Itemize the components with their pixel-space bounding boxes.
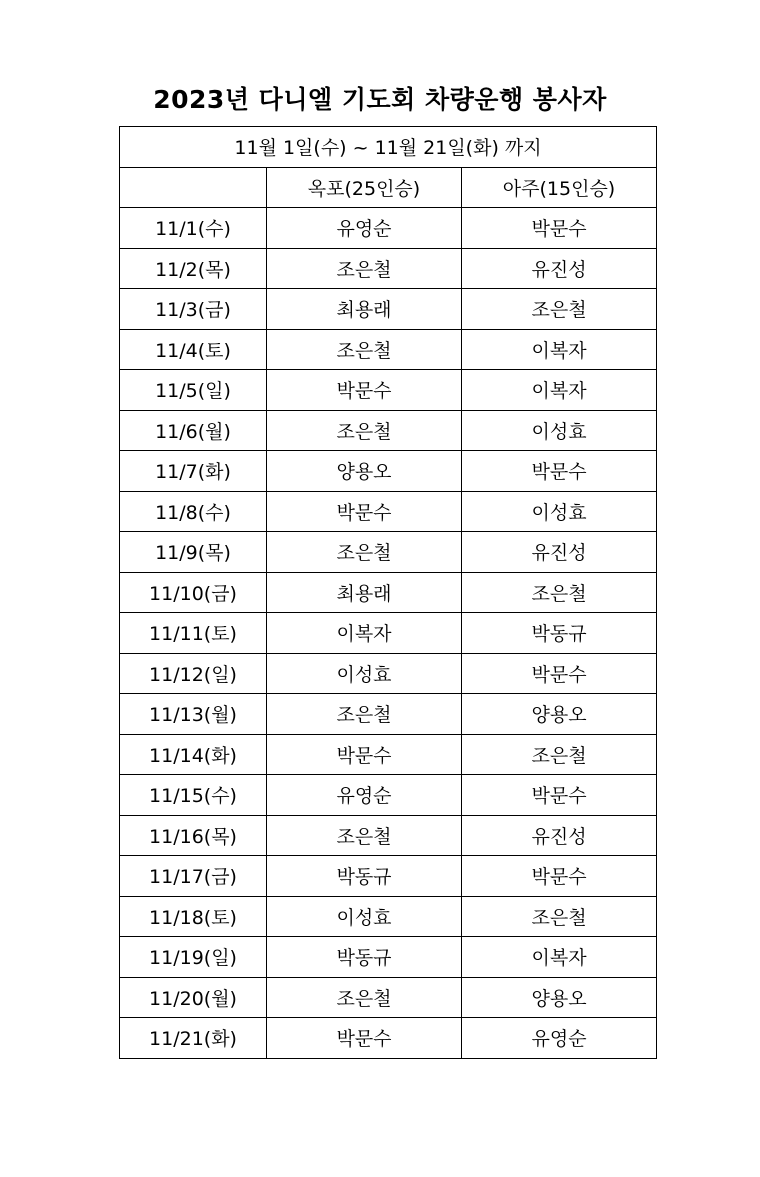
- mokpo-driver-cell: 박문수: [267, 734, 462, 775]
- aju-driver-cell: 유진성: [462, 815, 657, 856]
- aju-driver-cell: 이복자: [462, 329, 657, 370]
- table-row: [120, 653, 657, 694]
- mokpo-driver-cell: 조은철: [267, 694, 462, 735]
- date-cell: 11/3(금): [120, 289, 267, 330]
- header-date-cell: [120, 167, 267, 208]
- table-row: [120, 937, 657, 978]
- date-cell: 11/4(토): [120, 329, 267, 370]
- aju-driver-cell: 조은철: [462, 734, 657, 775]
- date-cell: 11/1(수): [120, 208, 267, 249]
- aju-driver-cell: 이복자: [462, 370, 657, 411]
- aju-driver-cell: 이성효: [462, 491, 657, 532]
- date-cell: 11/13(월): [120, 694, 267, 735]
- aju-driver-cell: 박동규: [462, 613, 657, 654]
- table-row: [120, 491, 657, 532]
- date-cell: 11/16(목): [120, 815, 267, 856]
- mokpo-driver-cell: 조은철: [267, 815, 462, 856]
- date-cell: 11/14(화): [120, 734, 267, 775]
- mokpo-driver-cell: 박동규: [267, 856, 462, 897]
- header-mokpo-cell: 옥포(25인승): [267, 167, 462, 208]
- volunteer-schedule-table: [119, 126, 657, 1059]
- aju-driver-cell: 조은철: [462, 896, 657, 937]
- aju-driver-cell: 박문수: [462, 653, 657, 694]
- date-cell: 11/8(수): [120, 491, 267, 532]
- mokpo-driver-cell: 최용래: [267, 572, 462, 613]
- mokpo-driver-cell: 조은철: [267, 977, 462, 1018]
- aju-driver-cell: 양용오: [462, 977, 657, 1018]
- mokpo-driver-cell: 박문수: [267, 1018, 462, 1059]
- aju-driver-cell: 이성효: [462, 410, 657, 451]
- table-row: [120, 410, 657, 451]
- date-cell: 11/5(일): [120, 370, 267, 411]
- date-cell: 11/10(금): [120, 572, 267, 613]
- date-cell: 11/7(화): [120, 451, 267, 492]
- table-row: [120, 775, 657, 816]
- aju-driver-cell: 박문수: [462, 856, 657, 897]
- period-row: [120, 127, 657, 168]
- table-row: [120, 896, 657, 937]
- aju-driver-cell: 박문수: [462, 451, 657, 492]
- table-row: [120, 532, 657, 573]
- table-row: [120, 451, 657, 492]
- table-row: [120, 694, 657, 735]
- aju-driver-cell: 유진성: [462, 248, 657, 289]
- mokpo-driver-cell: 유영순: [267, 208, 462, 249]
- date-cell: 11/9(목): [120, 532, 267, 573]
- header-row: [120, 167, 657, 208]
- table-row: [120, 370, 657, 411]
- table-row: [120, 856, 657, 897]
- aju-driver-cell: 이복자: [462, 937, 657, 978]
- table-row: [120, 734, 657, 775]
- mokpo-driver-cell: 조은철: [267, 532, 462, 573]
- period-cell: 11월 1일(수) ~ 11월 21일(화) 까지: [120, 127, 657, 168]
- aju-driver-cell: 조은철: [462, 572, 657, 613]
- date-cell: 11/11(토): [120, 613, 267, 654]
- table-row: [120, 208, 657, 249]
- aju-driver-cell: 박문수: [462, 775, 657, 816]
- table-row: [120, 815, 657, 856]
- aju-driver-cell: 양용오: [462, 694, 657, 735]
- date-cell: 11/17(금): [120, 856, 267, 897]
- table-row: [120, 248, 657, 289]
- mokpo-driver-cell: 박문수: [267, 491, 462, 532]
- date-cell: 11/2(목): [120, 248, 267, 289]
- date-cell: 11/12(일): [120, 653, 267, 694]
- date-cell: 11/6(월): [120, 410, 267, 451]
- date-cell: 11/15(수): [120, 775, 267, 816]
- aju-driver-cell: 조은철: [462, 289, 657, 330]
- date-cell: 11/20(월): [120, 977, 267, 1018]
- page-title: 2023년 다니엘 기도회 차량운행 봉사자: [153, 85, 607, 114]
- mokpo-driver-cell: 박문수: [267, 370, 462, 411]
- date-cell: 11/19(일): [120, 937, 267, 978]
- schedule-body: [120, 127, 657, 1059]
- date-cell: 11/21(화): [120, 1018, 267, 1059]
- table-row: [120, 977, 657, 1018]
- mokpo-driver-cell: 조은철: [267, 410, 462, 451]
- mokpo-driver-cell: 유영순: [267, 775, 462, 816]
- table-row: [120, 329, 657, 370]
- mokpo-driver-cell: 이성효: [267, 653, 462, 694]
- aju-driver-cell: 유진성: [462, 532, 657, 573]
- mokpo-driver-cell: 박동규: [267, 937, 462, 978]
- mokpo-driver-cell: 이성효: [267, 896, 462, 937]
- mokpo-driver-cell: 양용오: [267, 451, 462, 492]
- table-row: [120, 289, 657, 330]
- mokpo-driver-cell: 최용래: [267, 289, 462, 330]
- mokpo-driver-cell: 조은철: [267, 248, 462, 289]
- header-aju-cell: 아주(15인승): [462, 167, 657, 208]
- table-row: [120, 572, 657, 613]
- table-row: [120, 613, 657, 654]
- mokpo-driver-cell: 조은철: [267, 329, 462, 370]
- aju-driver-cell: 유영순: [462, 1018, 657, 1059]
- date-cell: 11/18(토): [120, 896, 267, 937]
- table-row: [120, 1018, 657, 1059]
- mokpo-driver-cell: 이복자: [267, 613, 462, 654]
- aju-driver-cell: 박문수: [462, 208, 657, 249]
